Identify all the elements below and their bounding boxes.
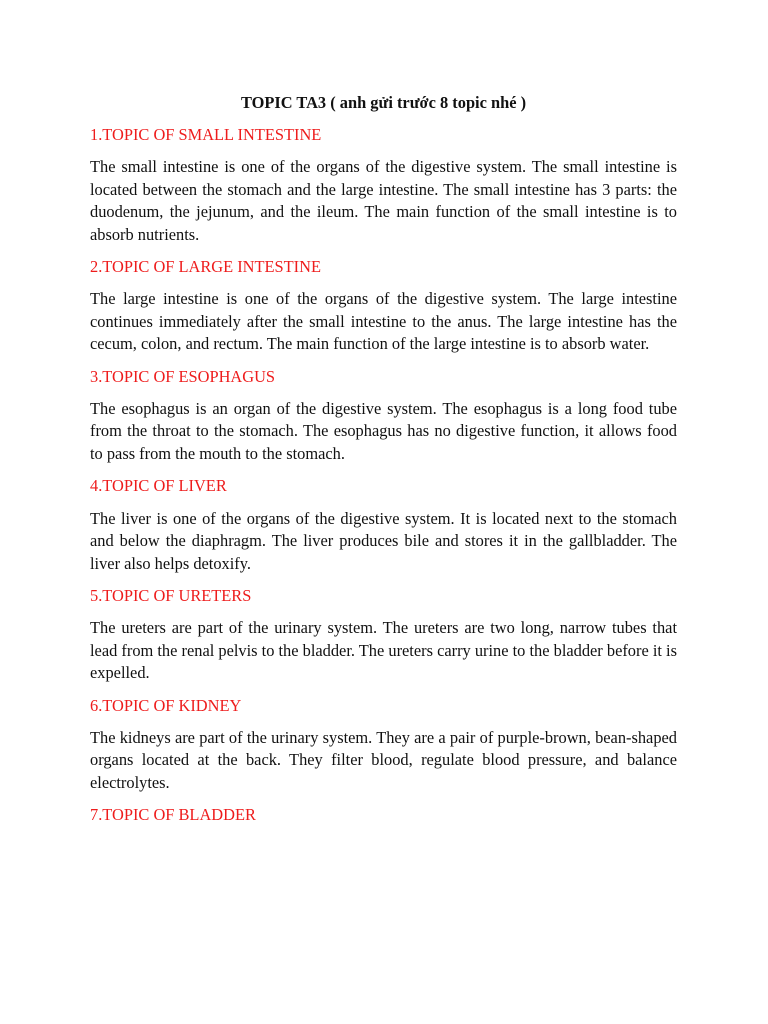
topic-heading-small-intestine: 1.TOPIC OF SMALL INTESTINE bbox=[90, 125, 322, 144]
topic-section bbox=[90, 366, 677, 466]
topic-heading-large-intestine: 2.TOPIC OF LARGE INTESTINE bbox=[90, 257, 321, 277]
topic-heading-ureters: 5.TOPIC OF URETERS bbox=[90, 585, 252, 605]
topic-body-large-intestine: The large intestine is one of the organs of the digestive system. The large intestine continues immediately after the small intestine to the anus. The large intestine has the cecum, colon, and rectum. The main function of the large intestine is to absorb water. bbox=[90, 289, 677, 354]
topic-heading-esophagus: 3.TOPIC OF ESOPHAGUS bbox=[90, 366, 276, 386]
topic-body-esophagus: The esophagus is an organ of the digestive system. The esophagus is a long food tube from the throat to the stomach. The esophagus has no digestive function, it allows food to pass from the mouth to the stomach. bbox=[90, 399, 677, 463]
topic-section bbox=[90, 695, 677, 795]
topic-section bbox=[90, 475, 677, 575]
topic-heading-liver: 4.TOPIC OF LIVER bbox=[90, 476, 227, 496]
topic-body-ureters: The ureters are part of the urinary system. The ureters are two long, narrow tubes that lead from the renal pelvis to the bladder. The ureters carry urine to the bladder before it is expelled. bbox=[90, 618, 677, 683]
topic-body-small-intestine: The small intestine is one of the organs of the digestive system. The small intestine is located between the stomach and the large intestine. The small intestine has 3 parts: the duodenum, the jejunum, and the ileum. The main function of the small intestine is to absorb nutrients. bbox=[90, 157, 677, 244]
topic-heading-kidney: 6.TOPIC OF KIDNEY bbox=[90, 695, 242, 715]
topic-section bbox=[90, 804, 677, 826]
topic-heading-bladder: 7.TOPIC OF BLADDER bbox=[90, 805, 256, 825]
topic-section bbox=[90, 256, 677, 356]
topic-body-liver: The liver is one of the organs of the digestive system. It is located next to the stomach and below the diaphragm. The liver produces bile and stores it in the gallbladder. The liver also helps detoxify. bbox=[90, 508, 677, 573]
topic-section bbox=[90, 124, 677, 246]
topic-body-kidney: The kidneys are part of the urinary system. They are a pair of purple-brown, bean-shaped organs located at the back. They filter blood, regulate blood pressure, and balance electrolytes. bbox=[90, 727, 677, 792]
document-title: TOPIC TA3 ( anh gửi trước 8 topic nhé ) bbox=[240, 93, 527, 112]
topic-section bbox=[90, 585, 677, 685]
document-page bbox=[90, 92, 677, 837]
